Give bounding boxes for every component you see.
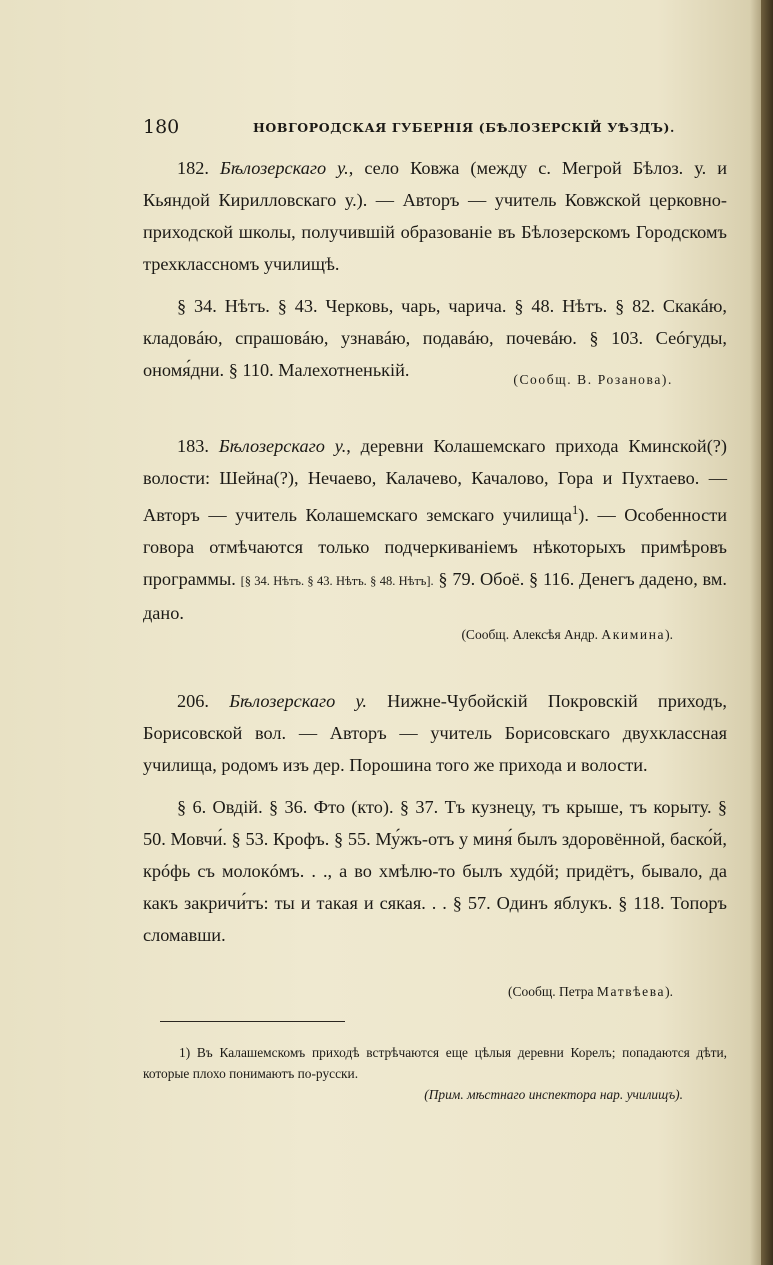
entry-183 [143,430,727,629]
entry-number: 182. [177,158,209,178]
running-title: НОВГОРОДСКАЯ ГУБЕРНІЯ (БѢЛОЗЕРСКІЙ УѢЗДЪ). [253,120,675,135]
entry-number: 183. [177,436,209,456]
entry-206-paragraph-2: § 6. Овдій. § 36. Фто (кто). § 37. Тъ кузнецу, тъ крыше, тъ корыту. § 50. Мовчи́. § 53. Крофъ. § 55. Му́жъ-отъ у миня́ былъ здоровённой, баско́й, крóфь съ молокóмъ. . ., а во хмѣлю-то былъ худóй; придётъ, бывало, да какъ закричи́тъ: ты и такая и сякая. . . § 57. Одинъ яблукъ. § 118. Топоръ сломавши. [143,797,727,945]
entry-text: , деревни Колашемскаго прихода Кминской(?) волости: Шейна(?), Нечаево, Калачево, Качалово, Гора и Пухтаево. — Авторъ — учитель Колашемскаго земскаго училища [143,436,727,526]
entry-206-source: (Сообщ. Петра Матвѣева). [507,984,673,999]
district-name: Бѣлозерскаго у. [220,158,349,178]
footnote [143,1042,727,1105]
entry-183-paragraph-1 [143,430,727,629]
entry-182-source: (Сообщ. В. Розанова). [513,372,673,387]
footnote-ref: 1 [571,503,579,517]
page-number: 180 [143,116,180,138]
entry-text-small: [§ 34. Нѣтъ. § 43. Нѣтъ. § 48. Нѣтъ]. [240,574,434,589]
footnote-rule [160,1021,345,1022]
entry-number: 206. [177,691,209,711]
entry-182 [143,152,727,386]
footnote-text: 1) Въ Калашемскомъ приходѣ встрѣчаются еще цѣлыя деревни Корелъ; попадаются дѣти, которые плохо понимаютъ по-русски. [143,1045,727,1081]
district-name: Бѣлозерскаго у. [218,436,347,456]
district-name: Бѣлозерскаго у. [229,691,367,711]
entry-183-source: (Сообщ. Алексѣя Андр. Акимина). [461,627,673,642]
entry-text-continued: ). — Особенности говора отмѣчаются только подчеркиваніемъ нѣкоторыхъ примѣровъ программы. [143,505,727,590]
entry-text-end: § 79. Обоё. § 116. Денегъ дадено, вм. дано. [143,569,727,624]
footnote-source: (Прим. мѣстнаго инспектора нар. училищъ). [424,1087,683,1102]
entry-182-paragraph-2: § 34. Нѣтъ. § 43. Черковь, чарь, чарича. § 48. Нѣтъ. § 82. Скакáю, кладовáю, спрашовáю, узнавáю, подавáю, почевáю. § 103. Сеóгуды, ономя́дни. § 110. Малехотненькій. [143,296,727,380]
entry-206-paragraph-1 [143,685,727,781]
entry-206 [143,685,727,951]
book-spine-shadow [761,0,773,1265]
entry-182-paragraph-1 [143,152,727,280]
entry-text: , село Ковжа (между с. Мегрой Бѣлоз. у. и Кьяндой Кирилловскаго у.). — Авторъ — учитель Ковжской церковно-приходской школы, получившій образованіе въ Бѣлозерскомъ Городскомъ трехклассномъ училищѣ. [143,158,727,274]
entry-text: Нижне-Чубойскій Покровскій приходъ, Борисовской вол. — Авторъ — учитель Борисовскаго двухклассная училища, родомъ изъ дер. Порошина того же прихода и волости. [143,691,728,775]
running-header [143,116,727,138]
